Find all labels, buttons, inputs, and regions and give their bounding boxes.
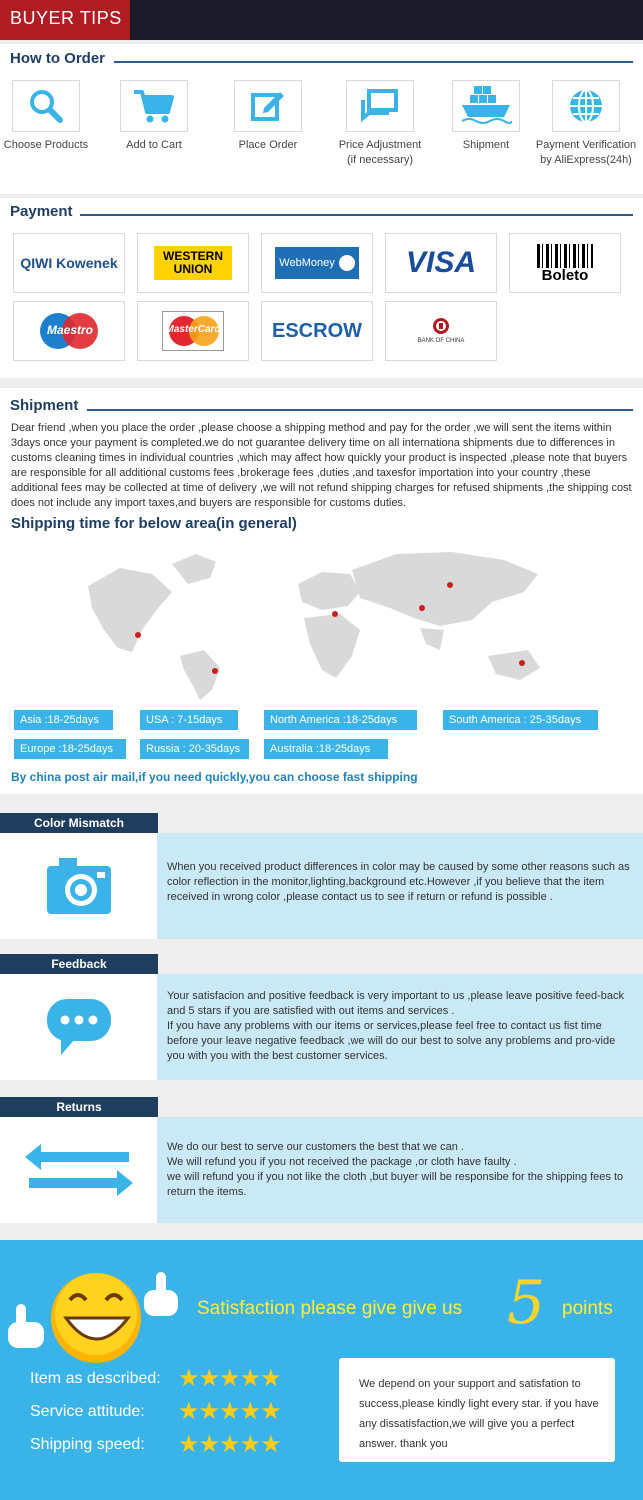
boleto-logo (509, 233, 621, 293)
star-icon[interactable]: ★ (260, 1398, 281, 1425)
shipment-text: Dear friend ,when you place the order ,please choose a shipping method and pay for the order ,we will sent the items within 3days once your payment is completed.we do not guarantee delivery time on all internationa shipments due to differences in customs cleaning times in individual countries ,which may affect how quickly your product is inspected ,please note that buyers are responsible for all additional customs fees ,brokerage fees ,duties ,and taxesfor importation into your country ,these additional fees may be collected at time of delivery ,we will not refund shipping charges for refused shipments ,the shipping cost does not include any import taxes,and buyers are responsible for customs duties. (11, 422, 632, 509)
step-label: Place Order (238, 139, 298, 151)
bank-of-china-emblem-icon (433, 318, 449, 334)
step-choose-products (0, 80, 101, 153)
star-icon[interactable]: ★ (198, 1365, 220, 1392)
feedback-header: Feedback (0, 954, 158, 974)
feedback-text: Your satisfacion and positive feedback is very important to us ,please leave positive feed-back and 5 stars if you are satisfied with out items and services . If you have any problems with our items or services,please feel free to contact us fist time before your leave negative feedback ,we will do our best to solve any problems and pro-vide you with you with the best customer services. (167, 990, 624, 1062)
visa-text: VISA (405, 246, 477, 279)
globe-icon (552, 80, 620, 132)
rating-label-item: Item as described: (30, 1370, 161, 1387)
qiwi-text: QIWI Kowenek (20, 255, 118, 271)
satisfaction-text: Satisfaction please give give us (197, 1298, 463, 1319)
western-union-text: WESTERN UNION (163, 249, 223, 276)
step-label: Add to Cart (126, 139, 182, 151)
star-icon[interactable]: ★ (239, 1398, 261, 1425)
star-icon[interactable]: ★ (219, 1398, 240, 1425)
feedback-body (157, 974, 643, 1080)
star-rating-item[interactable] (178, 1367, 281, 1391)
returns-header: Returns (0, 1097, 158, 1117)
visa-logo (385, 233, 497, 293)
star-icon[interactable]: ★ (239, 1431, 261, 1458)
edit-icon (234, 80, 302, 132)
feedback-icon-panel (0, 974, 157, 1080)
ship-icon (452, 80, 520, 132)
returns-text: We do our best to serve our customers the best that we can . We will refund you if you not received the package ,or cloth have faulty . we will refund you if you not like the cloth ,but buyer will be responsibe for the shipping fees to return the items. (167, 1141, 624, 1198)
star-rating-service[interactable] (178, 1400, 281, 1424)
escrow-text: ESCROW (272, 319, 362, 342)
area-russia: Russia : 20-35days (140, 739, 249, 759)
returns-body (157, 1117, 643, 1223)
webmoney-globe-icon (339, 255, 355, 271)
shipment-title: Shipment (10, 397, 79, 414)
star-icon[interactable]: ★ (260, 1365, 281, 1392)
barcode-icon (537, 244, 593, 268)
star-icon[interactable]: ★ (178, 1431, 199, 1458)
step-price-adjustment (325, 80, 435, 168)
swap-arrows-icon (23, 1140, 135, 1200)
step-place-order (213, 80, 323, 153)
message-box (339, 1358, 615, 1462)
star-icon[interactable]: ★ (198, 1431, 220, 1458)
shipping-note: By china post air mail,if you need quickly,you can choose fast shipping (11, 770, 418, 784)
rating-label-service: Service attitude: (30, 1403, 145, 1420)
webmoney-text: WebMoney (279, 257, 335, 269)
camera-icon (45, 856, 113, 916)
area-europe: Europe :18-25days (14, 739, 126, 759)
payment-section (0, 198, 643, 378)
step-label: Choose Products (3, 139, 89, 151)
color-mismatch-text: When you received product differences in color may be caused by some other reasons such as color reflection in the monitor,lighting,background etc.However ,if you believe that the item received in wrong color ,please contact us to see if return or refund is possible . (167, 861, 630, 903)
section-divider (87, 409, 633, 411)
top-banner (0, 0, 643, 40)
step-add-to-cart (99, 80, 209, 153)
maestro-text: Maestro (46, 323, 93, 337)
mastercard-logo (137, 301, 249, 361)
star-icon[interactable]: ★ (178, 1398, 199, 1425)
star-icon[interactable]: ★ (219, 1431, 240, 1458)
bank-of-china-logo (385, 301, 497, 361)
how-to-order-title: How to Order (10, 50, 106, 67)
step-label: Shipment (462, 139, 510, 151)
speech-bubble-icon (45, 997, 113, 1057)
step-payment-verification (530, 80, 642, 168)
payment-title: Payment (10, 203, 73, 220)
star-icon[interactable]: ★ (260, 1431, 281, 1458)
section-divider (114, 61, 633, 63)
webmoney-logo (261, 233, 373, 293)
step-shipment (431, 80, 541, 153)
message-text: We depend on your support and satisfation to success,please kindly light every star. if you have any dissatisfaction,we will give you a perfect answer. thank you (359, 1378, 599, 1450)
step-label: Payment Verification by AliExpress(24h) (535, 139, 637, 166)
color-mismatch-icon-panel (0, 833, 157, 939)
escrow-logo (261, 301, 373, 361)
section-divider (80, 214, 633, 216)
satisfaction-points: points (562, 1298, 613, 1319)
world-map (60, 544, 580, 702)
maestro-logo (13, 301, 125, 361)
mastercard-text: MasterCard (165, 324, 221, 335)
star-icon[interactable]: ★ (219, 1365, 240, 1392)
chat-icon (346, 80, 414, 132)
step-label: Price Adjustment (if necessary) (338, 139, 422, 166)
area-north-america: North America :18-25days (264, 710, 417, 730)
western-union-logo (137, 233, 249, 293)
star-icon[interactable]: ★ (198, 1398, 220, 1425)
area-australia: Australia :18-25days (264, 739, 388, 759)
satisfaction-section (0, 1240, 643, 1500)
boleto-text: Boleto (541, 266, 589, 284)
area-asia: Asia :18-25days (14, 710, 113, 730)
banner-title: BUYER TIPS (0, 0, 130, 40)
rating-label-shipping: Shipping speed: (30, 1436, 145, 1453)
color-mismatch-body (157, 833, 643, 939)
star-rating-shipping[interactable] (178, 1433, 281, 1457)
search-icon (12, 80, 80, 132)
returns-icon-panel (0, 1117, 157, 1223)
smiley-thumbs-up-icon (6, 1260, 178, 1370)
cart-icon (120, 80, 188, 132)
satisfaction-number: 5 (507, 1268, 546, 1338)
bank-of-china-text: BANK OF CHINA (417, 338, 465, 344)
area-usa: USA : 7-15days (140, 710, 238, 730)
color-mismatch-header: Color Mismatch (0, 813, 158, 833)
star-icon[interactable]: ★ (178, 1365, 199, 1392)
shipping-time-title: Shipping time for below area(in general) (11, 515, 297, 532)
qiwi-logo (13, 233, 125, 293)
area-south-america: South America : 25-35days (443, 710, 598, 730)
star-icon[interactable]: ★ (239, 1365, 261, 1392)
